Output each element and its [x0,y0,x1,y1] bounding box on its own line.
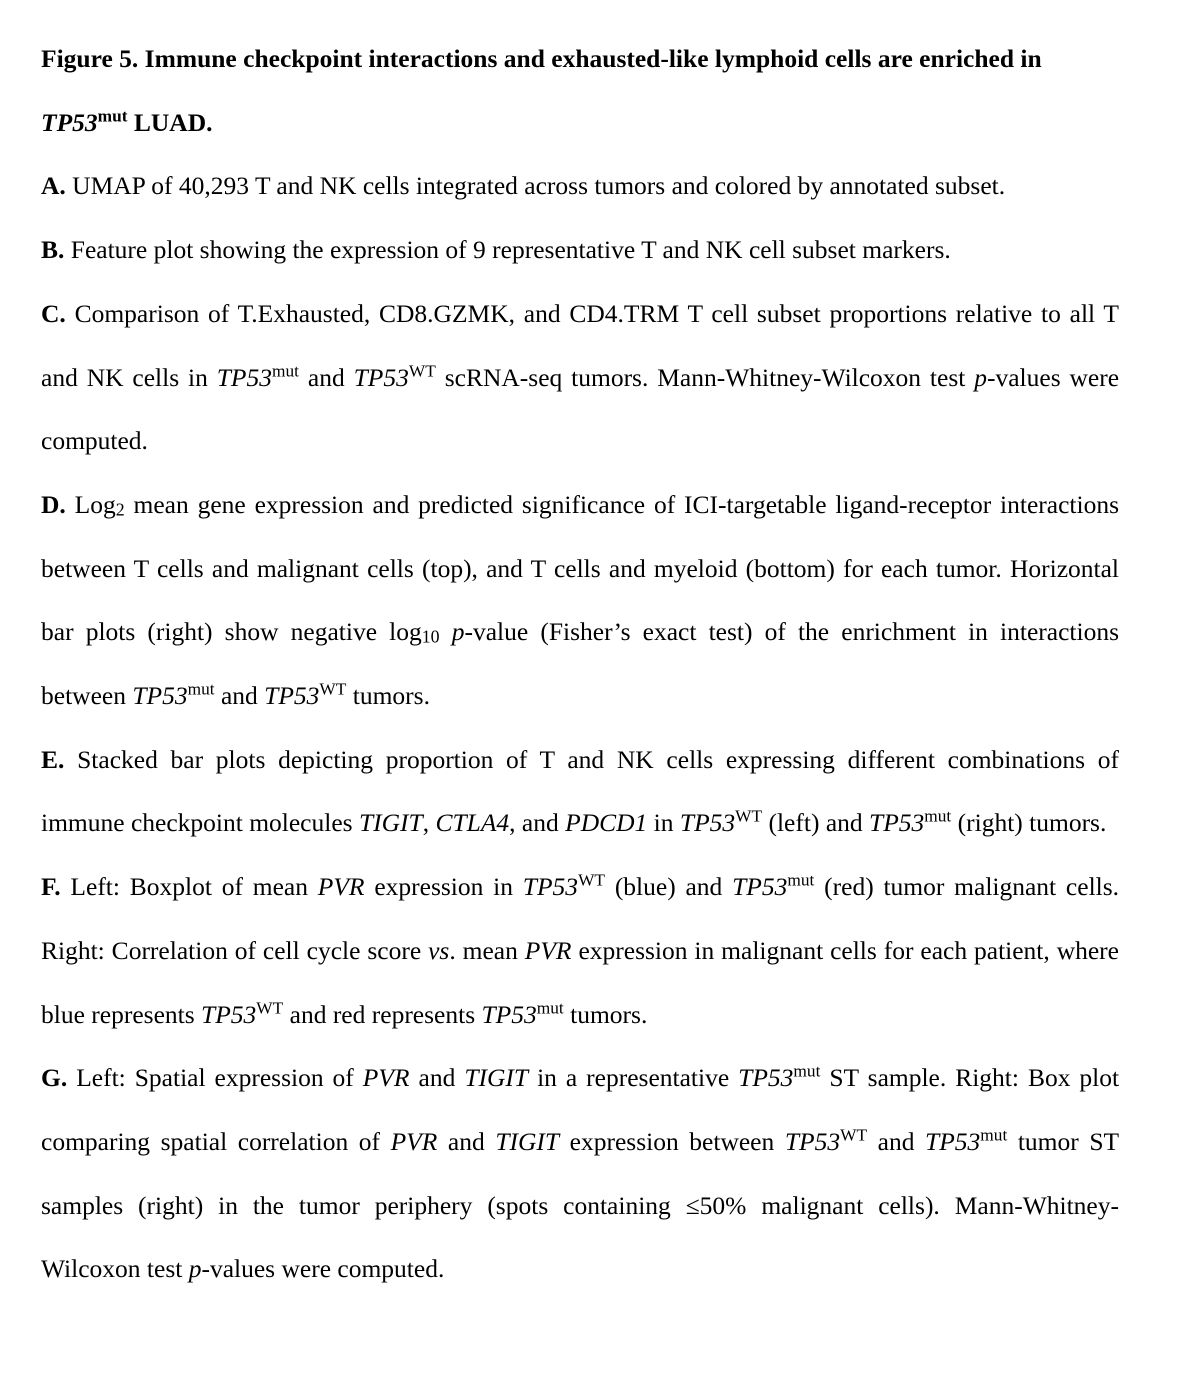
figure-legend [41,27,1119,1301]
panel-text: mean gene expression and predicted significance of ICI-targetable ligand-receptor interactions between T cells and malignant cells (top), and T cells and myeloid (bottom) for each tumor. Horizontal bar plots (right) show negative log [41,489,1119,647]
subscript: 2 [115,499,125,520]
gene-name: CTLA4 [435,808,510,838]
gene-name: TIGIT [464,1063,529,1093]
superscript: mut [924,806,952,826]
panel-text: tumors. [352,681,430,711]
superscript: WT [578,870,606,890]
superscript: WT [840,1125,868,1145]
panel-text: , [422,808,430,838]
panel-text: and red represents [289,999,476,1029]
panel-text: in [653,808,674,838]
panel-text: and [220,681,258,711]
panel-label: F. [41,872,61,902]
panel-text: , and [509,808,559,838]
panel-text: in a representative [537,1063,730,1093]
subscript: 10 [421,627,440,647]
gene-name: TP53 [869,808,925,838]
panel-a-caption [41,154,1119,218]
panel-text: -value (Fisher’s exact test) of the enrichment in interactions between [41,617,1119,711]
superscript: mut [536,998,564,1018]
panel-b-caption [41,218,1119,282]
superscript: WT [735,806,763,826]
panel-text: (left) and [768,808,863,838]
superscript: mut [980,1125,1008,1145]
superscript: mut [272,360,299,380]
gene-name: TIGIT [358,808,423,838]
panel-label: D. [41,489,66,519]
panel-text: . mean [449,935,518,965]
p-symbol: p [451,617,465,647]
title-tail: LUAD. [133,107,213,137]
panel-text: -values were computed. [41,362,1120,456]
panel-text: expression in [374,872,513,902]
panel-text: Feature plot showing the expression of 9 representative T and NK cell subset markers. [70,235,951,265]
panel-label: G. [41,1063,68,1093]
vs-text: vs [428,935,450,965]
panel-text: (right) tumors. [957,808,1107,838]
title-text: Immune checkpoint interactions and exhausted-like lymphoid cells are enriched in [144,44,1042,73]
panel-c-caption [41,282,1119,473]
superscript: mut [787,870,815,890]
panel-text: tumors. [570,999,648,1029]
panel-text: Stacked bar plots depicting proportion of T and NK cells expressing different combinations of immune checkpoint molecules [41,744,1120,838]
panel-d-caption [41,473,1119,728]
panel-text: and [307,362,345,392]
panel-text: and [877,1126,915,1156]
panel-text: (red) tumor malignant cells. Right: Correlation of cell cycle score [41,872,1120,965]
superscript: mut [187,679,215,699]
gene-name: PVR [362,1063,410,1093]
superscript: WT [256,998,284,1018]
gene-name: PVR [317,872,365,902]
gene-name: TP53 [738,1063,794,1093]
p-symbol: p [974,362,987,392]
superscript: mut [793,1061,821,1081]
gene-name: TP53 [41,107,98,137]
panel-label: A. [41,171,66,201]
p-symbol: p [188,1254,202,1284]
panel-text: expression in malignant cells for each patient, where blue represents [41,935,1119,1029]
gene-name: TP53 [132,681,188,711]
panel-e-caption [41,728,1119,855]
gene-name: PVR [390,1126,438,1156]
panel-label: E. [41,744,65,774]
gene-name: TP53 [264,681,320,711]
panel-text: and [418,1063,456,1093]
panel-text: and [447,1126,485,1156]
panel-text: expression between [569,1126,775,1156]
superscript: WT [319,679,347,699]
gene-name: PDCD1 [565,808,648,838]
gene-name: TP53 [679,808,736,838]
panel-text: Comparison of T.Exhausted, CD8.GZMK, and CD4.TRM T cell subset proportions relative to all T and NK cells in [41,298,1120,392]
gene-name: TP53 [201,999,257,1029]
gene-name: TP53 [481,999,537,1029]
panel-text: tumor ST samples (right) in the tumor periphery (spots containing ≤50% malignant cells). Mann-Whitney-Wilcoxon test [41,1126,1120,1284]
panel-text: ST sample. Right: Box plot comparing spatial correlation of [41,1063,1120,1156]
gene-name: TP53 [216,362,273,392]
gene-name: TP53 [784,1126,841,1156]
panel-text: Log [74,489,116,519]
panel-text: (blue) and [614,872,723,902]
figure-title [41,27,1119,154]
superscript: WT [408,360,436,380]
gene-name: PVR [524,935,572,965]
figure-label: Figure 5. [41,44,139,73]
panel-label: B. [41,235,65,265]
panel-text: scRNA-seq tumors. Mann-Whitney-Wilcoxon test [444,362,966,392]
panel-text: -values were computed. [201,1254,445,1284]
panel-label: C. [41,298,66,328]
panel-f-caption [41,855,1119,1046]
gene-name: TP53 [732,872,788,902]
panel-text: UMAP of 40,293 T and NK cells integrated across tumors and colored by annotated subset. [72,171,1006,201]
gene-name: TP53 [522,872,579,902]
gene-name: TP53 [925,1126,981,1156]
gene-name: TIGIT [495,1126,560,1156]
superscript: mut [97,106,128,126]
panel-text: Left: Spatial expression of [76,1063,354,1093]
panel-g-caption [41,1046,1119,1301]
panel-text: Left: Boxplot of mean [70,872,308,902]
gene-name: TP53 [353,362,409,392]
